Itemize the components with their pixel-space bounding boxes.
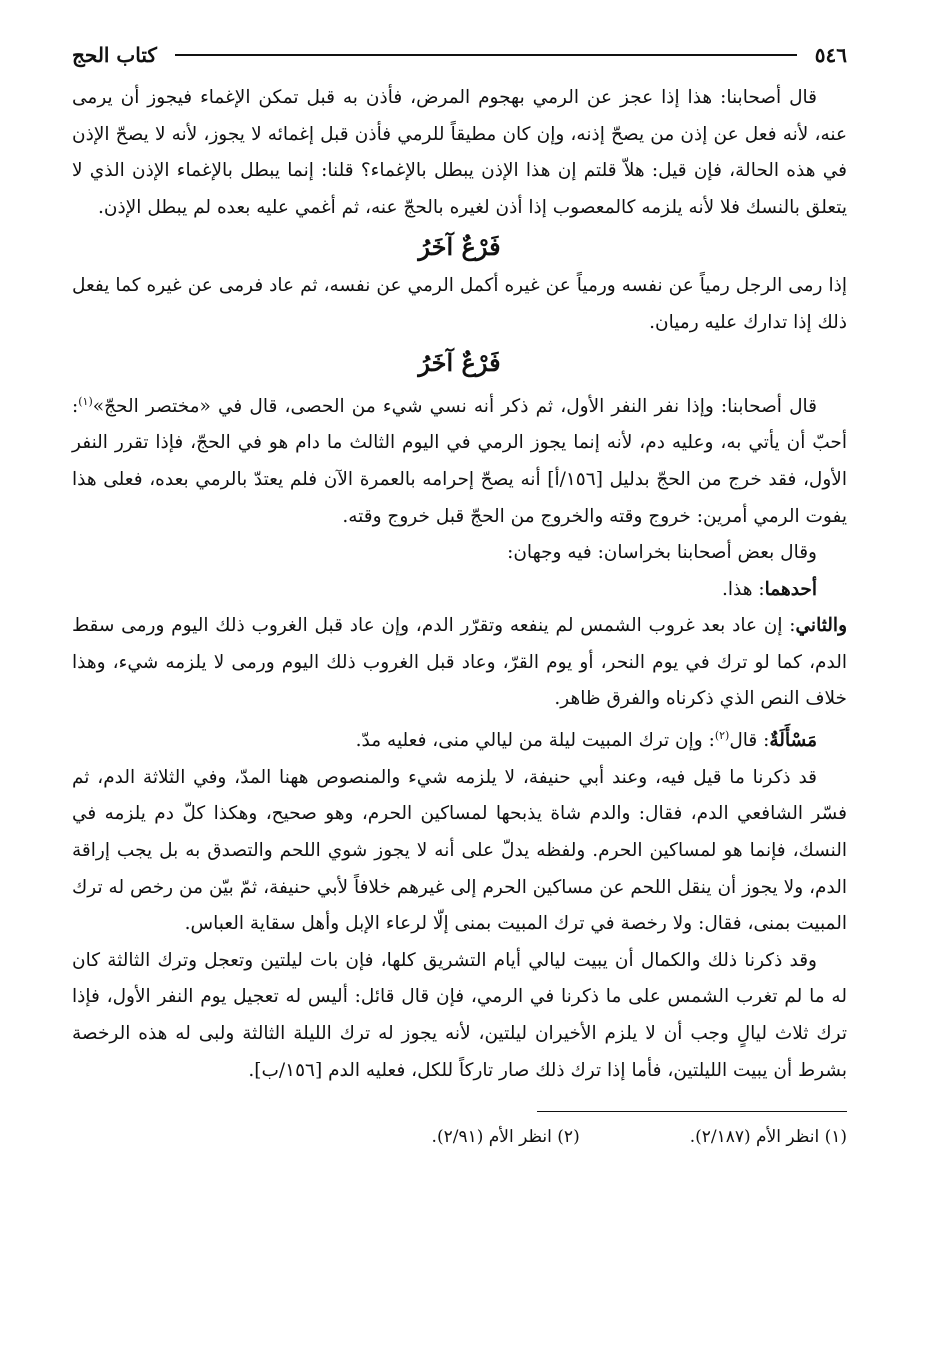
- page-header: [72, 38, 847, 72]
- lead-word: أحدهما: [764, 578, 817, 600]
- footnote: (٢) انظر الأم (٢/٩١).: [431, 1127, 580, 1148]
- footnote-ref: (٢): [714, 729, 730, 743]
- section-heading: فَرْعٌ آخَرُ: [418, 347, 501, 377]
- paragraph-text: : أحبّ أن يأتي به، وعليه دم، لأنه إنما يجوز الرمي في اليوم الثالث ما دام هو في الحجّ، فإذا تقرر النفر الأول، فقد خرج من الحجّ بدليل [١٥٦/أ] أنه يصحّ إحرامه بالعمرة الآن فلم يعتدّ بالرمي بعده، فعلى هذا يفوت الرمي أمرين: خروج وقته والخروج من الحجّ قبل خروج وقته.: [72, 395, 847, 527]
- paragraph: [72, 572, 847, 609]
- paragraph: [72, 718, 847, 760]
- paragraph: وقال بعض أصحابنا بخراسان: فيه وجهان:: [507, 542, 817, 564]
- footnote-rule: [537, 1111, 847, 1112]
- paragraph-text: : قال: [729, 730, 770, 752]
- paragraph: قد ذكرنا ما قيل فيه، وعند أبي حنيفة، لا يلزمه شيء والمنصوص ههنا المدّ، وفي الثلاثة الدم، ثم فسّر الشافعي الدم، فقال: والدم شاة يذبحها لمساكين الحرم، وهو صحيح، وهكذا كلّ دم يلزمه في النسك، فإنما هو لمساكين الحرم. ولفظه يدلّ على أنه لا يجوز شوي اللحم والتصدق به بل يجب إراقة الدم، ولا يجوز أن ينقل اللحم عن مساكين الحرم إلى غيرهم خلافاً لأبي حنيفة، ثمّ بيّن من رخص له ترك المبيت بمنى، فقال: ولا رخصة في ترك المبيت بمنى إلّا لرعاء الإبل وأهل سقاية العباس.: [72, 766, 847, 935]
- main-text: [72, 80, 847, 1089]
- page-number: ٥٤٦: [814, 43, 847, 67]
- lead-word: مَسْأَلَةٌ: [769, 730, 817, 752]
- footnotes: [72, 1122, 847, 1152]
- paragraph: قال أصحابنا: هذا إذا عجز عن الرمي بهجوم المرض، فأذن به قبل تمكن الإغماء فيجوز أن يرمى عنه، لأنه فعل عن إذن من يصحّ إذنه، وإن كان مطيقاً للرمي فأذن قبل إغمائه لا يجوز، لأنه لا يصحّ الإذن في هذه الحالة، فإن قيل: هلاّ قلتم إن هذا الإذن يبطل بالإغماء؟ قلنا: إنما يبطل بالإغماء الإذن الذي لا يتعلق بالنسك فلا لأنه يلزمه كالمعصوب إذا أذن لغيره بالحجّ عنه، ثم أغمي عليه بعده لم يبطل الإذن.: [72, 87, 847, 218]
- paragraph: [72, 384, 847, 536]
- running-title: كتاب الحج: [72, 43, 157, 67]
- paragraph-text: : إن عاد بعد غروب الشمس لم ينفعه وتقرّر الدم، وإن عاد قبل الغروب ذلك اليوم ورمى سقط الدم، كما لو ترك في يوم النحر، أو يوم القرّ، وعاد قبل الغروب ذلك اليوم ورمى لا يلزمه شيء، وهذا خلاف النص الذي ذكرناه والفرق ظاهر.: [72, 615, 847, 710]
- header-rule: [175, 54, 797, 56]
- paragraph: وقد ذكرنا ذلك والكمال أن يبيت ليالي أيام التشريق كلها، فإن بات ليلتين وتعجل وترك الثالثة كان له ما لم تغرب الشمس على ما ذكرنا في الرمي، فإن قال قائل: أليس له تعجيل يوم النفر الأول، فإذا ترك ثلاث ليالٍ وجب أن لا يلزم الأخيران ليلتين، لأنه يجوز له ترك الليلة الثالثة ولبى له هذه الرخصة بشرط أن يبيت الليلتين، فأما إذا ترك ذلك صار تاركاً للكل، فعليه الدم [١٥٦/ب].: [72, 949, 847, 1081]
- paragraph-text: : وإن ترك المبيت ليلة من ليالي منى، فعليه مدّ.: [355, 730, 715, 752]
- paragraph: [72, 608, 847, 718]
- section-heading: فَرْعٌ آخَرُ: [418, 232, 501, 262]
- footnote: (١) انظر الأم (٢/١٨٧).: [689, 1127, 847, 1148]
- paragraph-text: قال أصحابنا: وإذا نفر النفر الأول، ثم ذكر أنه نسي شيء من الحصى، قال في «مختصر الحجّ»: [92, 395, 817, 417]
- paragraph: إذا رمى الرجل رمياً عن نفسه ورمياً عن غيره أكمل الرمي عن نفسه، ثم عاد فرمى عن غيره كما يفعل ذلك إذا تدارك عليه رميان.: [72, 275, 847, 333]
- footnote-ref: (١): [78, 394, 93, 408]
- paragraph-text: : هذا.: [722, 578, 765, 600]
- lead-word: والثاني: [795, 615, 847, 637]
